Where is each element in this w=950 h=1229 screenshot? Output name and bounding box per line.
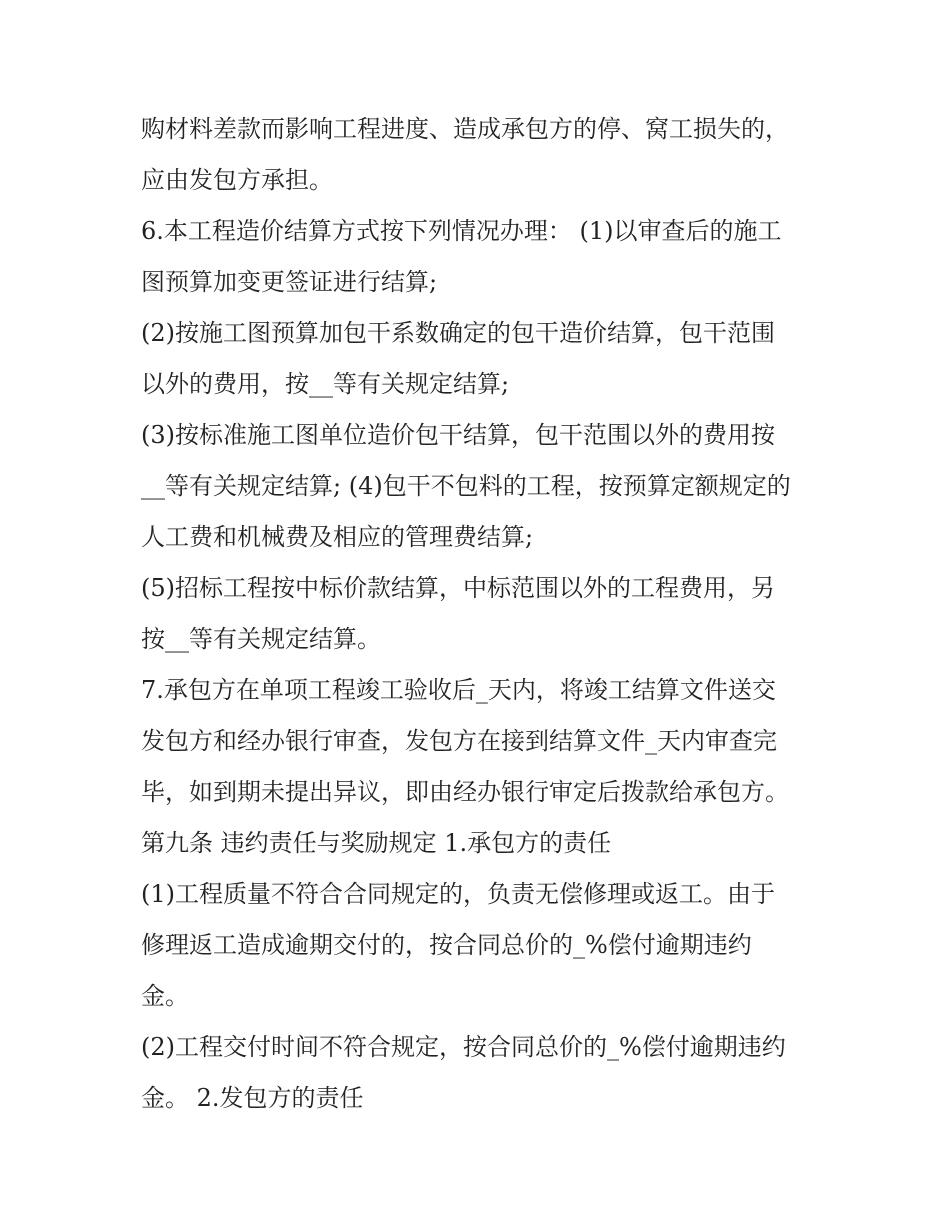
text-line: 按__等有关规定结算。	[141, 625, 381, 653]
text-line: 图预算加变更签证进行结算;	[141, 268, 438, 296]
text-line: (2)按施工图预算加包干系数确定的包干造价结算，包干范围	[141, 319, 775, 347]
text-line: (3)按标准施工图单位造价包干结算，包干范围以外的费用按	[141, 421, 775, 449]
text-line: 6.本工程造价结算方式按下列情况办理： (1)以审查后的施工	[141, 217, 782, 245]
text-line: 第九条 违约责任与奖励规定 1.承包方的责任	[141, 829, 612, 857]
text-line: __等有关规定结算; (4)包干不包料的工程，按预算定额规定的	[141, 472, 791, 500]
text-line: (5)招标工程按中标价款结算，中标范围以外的工程费用，另	[141, 574, 775, 602]
text-line: (1)工程质量不符合合同规定的，负责无偿修理或返工。由于	[141, 880, 775, 908]
text-line: 毕，如到期未提出异议，即由经办银行审定后拨款给承包方。	[141, 778, 789, 806]
text-line: (2)工程交付时间不符合规定，按合同总价的_%偿付逾期违约	[141, 1033, 786, 1061]
text-line: 以外的费用，按__等有关规定结算;	[141, 370, 510, 398]
text-line: 金。	[141, 982, 189, 1010]
text-line: 购材料差款而影响工程进度、造成承包方的停、窝工损失的，	[141, 115, 789, 143]
document-body	[141, 104, 831, 1124]
text-line: 金。 2.发包方的责任	[141, 1084, 364, 1112]
text-line: 人工费和机械费及相应的管理费结算;	[141, 523, 534, 551]
text-line: 修理返工造成逾期交付的，按合同总价的_%偿付逾期违约	[141, 931, 752, 959]
text-line: 应由发包方承担。	[141, 166, 333, 194]
text-line: 7.承包方在单项工程竣工验收后_天内，将竣工结算文件送交	[141, 676, 776, 704]
text-line: 发包方和经办银行审查，发包方在接到结算文件_天内审查完	[141, 727, 777, 755]
